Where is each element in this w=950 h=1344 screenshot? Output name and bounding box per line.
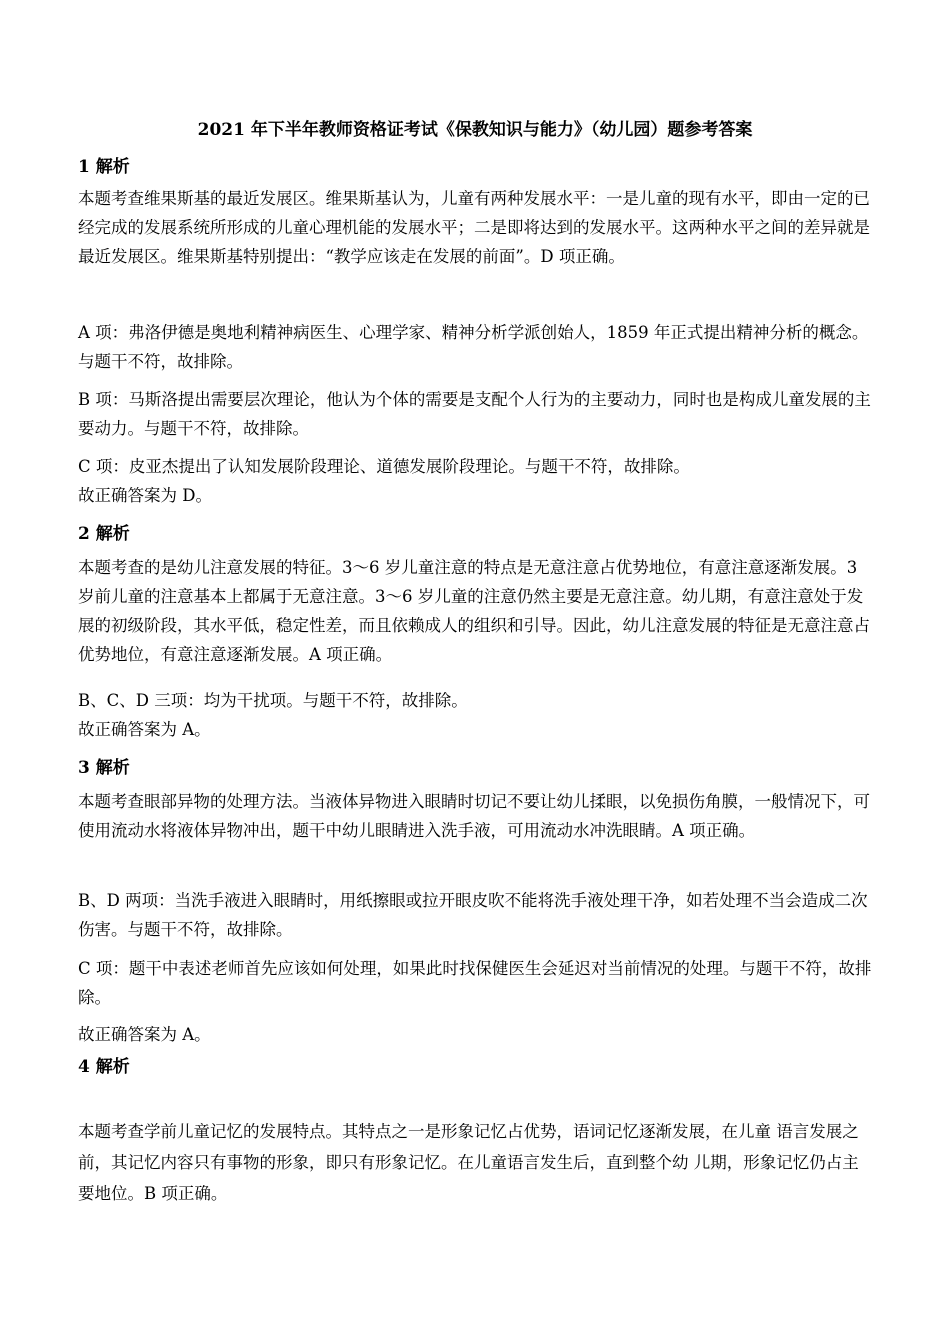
section-2-paragraph-2: B、C、D 三项：均为干扰项。与题干不符，故排除。 [78, 691, 468, 710]
section-3-paragraph-3: C 项：题干中表述老师首先应该如何处理，如果此时找保健医生会延迟对当前情况的处理。与题干不符，故排除。 [78, 959, 872, 1007]
section-2-paragraph-1: 本题考查的是幼儿注意发展的特征。3～6 岁儿童注意的特点是无意注意占优势地位，有意注意逐渐发展。3 岁前儿童的注意基本上都属于无意注意。3～6 岁儿童的注意仍然主要是无意注意。幼儿期，有意注意处于发展的初级阶段，其水平低，稳定性差，而且依赖成人的组织和引导。因此，幼儿注意发展的特征是无意注意占优势地位，有意注意逐渐发展。A 项正确。 [78, 558, 870, 664]
section-3-paragraph-2: B、D 两项：当洗手液进入眼睛时，用纸擦眼或拉开眼皮吹不能将洗手液处理干净，如若处理不当会造成二次伤害。与题干不符，故排除。 [78, 891, 868, 939]
section-1-heading: 1 解析 [78, 157, 130, 177]
section-3-heading: 3 解析 [78, 758, 130, 778]
section-1-answer: 故正确答案为 D。 [78, 486, 212, 505]
section-2-heading: 2 解析 [78, 524, 130, 544]
section-4-paragraph-1: 本题考查学前儿童记忆的发展特点。其特点之一是形象记忆占优势，语词记忆逐渐发展，在儿童 语言发展之前，其记忆内容只有事物的形象，即只有形象记忆。在儿童语言发生后，直到整个幼 儿期，形象记忆仍占主要地位。B 项正确。 [78, 1122, 859, 1203]
section-1-paragraph-2: A 项：弗洛伊德是奥地利精神病医生、心理学家、精神分析学派创始人，1859 年正式提出精神分析的概念。与题干不符，故排除。 [78, 323, 869, 371]
section-4-heading: 4 解析 [78, 1057, 130, 1077]
document-title: 2021 年下半年教师资格证考试《保教知识与能力》（幼儿园）题参考答案 [197, 120, 753, 140]
section-3-paragraph-1: 本题考查眼部异物的处理方法。当液体异物进入眼睛时切记不要让幼儿揉眼，以免损伤角膜，一般情况下，可使用流动水将液体异物冲出，题干中幼儿眼睛进入洗手液，可用流动水冲洗眼睛。A 项正确。 [78, 792, 870, 840]
section-1-paragraph-4: C 项：皮亚杰提出了认知发展阶段理论、道德发展阶段理论。与题干不符，故排除。 [78, 457, 690, 476]
section-2-answer: 故正确答案为 A。 [78, 720, 211, 739]
section-3-answer: 故正确答案为 A。 [78, 1025, 211, 1044]
section-1-paragraph-1: 本题考查维果斯基的最近发展区。维果斯基认为，儿童有两种发展水平：一是儿童的现有水平，即由一定的已经完成的发展系统所形成的儿童心理机能的发展水平；二是即将达到的发展水平。这两种水平之间的差异就是最近发展区。维果斯基特别提出：“教学应该走在发展的前面”。D 项正确。 [78, 189, 870, 266]
section-1-paragraph-3: B 项：马斯洛提出需要层次理论，他认为个体的需要是支配个人行为的主要动力，同时也是构成儿童发展的主要动力。与题干不符，故排除。 [78, 390, 871, 438]
